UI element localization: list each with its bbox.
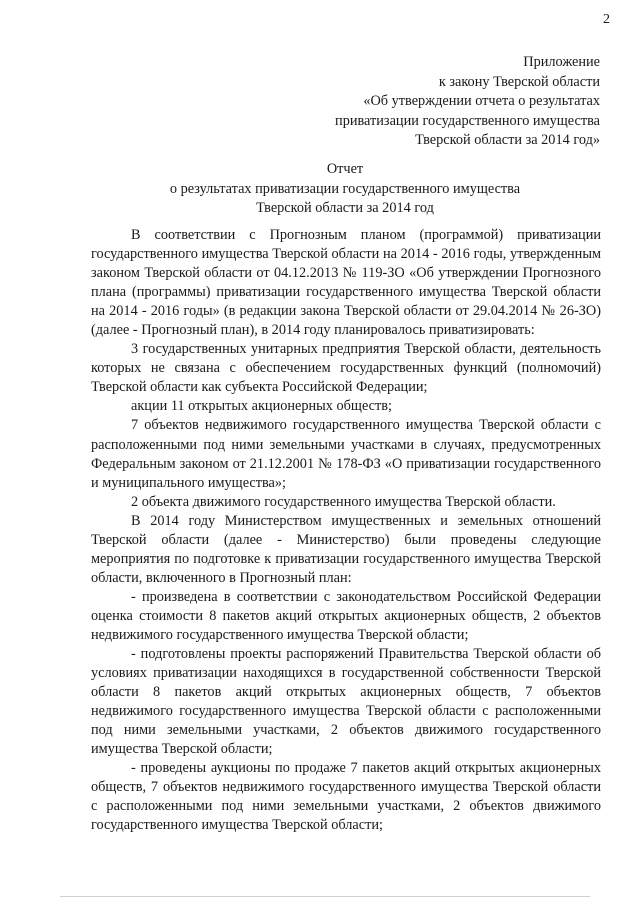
appendix-header bbox=[220, 53, 600, 151]
scan-edge-divider bbox=[60, 896, 590, 897]
paragraph: - проведены аукционы по продаже 7 пакетов акций открытых акционерных обществ, 7 объектов недвижимого государственного имущества Тверской области с расположенными под ними земельными участками, 2 объектов движимого государственного имущества Тверской области; bbox=[91, 760, 601, 834]
paragraph: 3 государственных унитарных предприятия Тверской области, деятельность которых не связана с обеспечением государственных функций (полномочий) Тверской области как субъекта Российской Федерации; bbox=[91, 341, 601, 396]
paragraph: - подготовлены проекты распоряжений Правительства Тверской области об условиях приватизации находящихся в государственной собственности Тверской области 8 пакетов акций открытых акционерных обществ, 7 объектов недвижимого государственного имущества Тверской области с расположенными под ними земельными участками, 2 объектов движимого государственного имущества Тверской области; bbox=[91, 646, 601, 758]
appendix-line: приватизации государственного имущества bbox=[335, 112, 600, 129]
paragraph: 7 объектов недвижимого государственного имущества Тверской области с расположенными под ними земельными участками в случаях, предусмотренных Федеральным законом от 21.12.2001 № 178-ФЗ «О приватизации государственного и муниципального имущества»; bbox=[91, 417, 601, 491]
appendix-line: Приложение bbox=[523, 54, 600, 70]
title-line: Отчет bbox=[326, 161, 364, 177]
title-line: Тверской области за 2014 год bbox=[256, 200, 434, 216]
paragraph: - произведена в соответствии с законодательством Российской Федерации оценка стоимости 8 пакетов акций открытых акционерных обществ, 2 объектов недвижимого государственного имущества Тверской области; bbox=[91, 588, 601, 643]
document-body bbox=[91, 226, 601, 836]
appendix-line: «Об утверждении отчета о результатах bbox=[363, 93, 600, 109]
page-number: 2 bbox=[603, 12, 610, 27]
appendix-line: к закону Тверской области bbox=[438, 73, 600, 90]
paragraph: акции 11 открытых акционерных обществ; bbox=[131, 398, 392, 415]
appendix-line: Тверской области за 2014 год» bbox=[415, 132, 600, 148]
paragraph: 2 объекта движимого государственного имущества Тверской области. bbox=[131, 493, 556, 510]
title-line: о результатах приватизации государственного имущества bbox=[169, 180, 521, 197]
paragraph: В 2014 году Министерством имущественных и земельных отношений Тверской области (далее - Министерство) были проведены следующие мероприятия по подготовке к приватизации государственного имущества Тверской области, включенного в Прогнозный план: bbox=[91, 512, 601, 586]
document-title bbox=[90, 160, 600, 219]
paragraph: В соответствии с Прогнозным планом (программой) приватизации государственного имущества Тверской области на 2014 - 2016 годы, утвержденным законом Тверской области от 04.12.2013 № 119-ЗО «Об утверждении Прогнозного плана (программы) приватизации государственного имущества Тверской области на 2014 - 2016 годы» (в редакции закона Тверской области от 29.04.2014 № 26-ЗО) (далее - Прогнозный план), в 2014 году планировалось приватизировать: bbox=[91, 227, 601, 339]
